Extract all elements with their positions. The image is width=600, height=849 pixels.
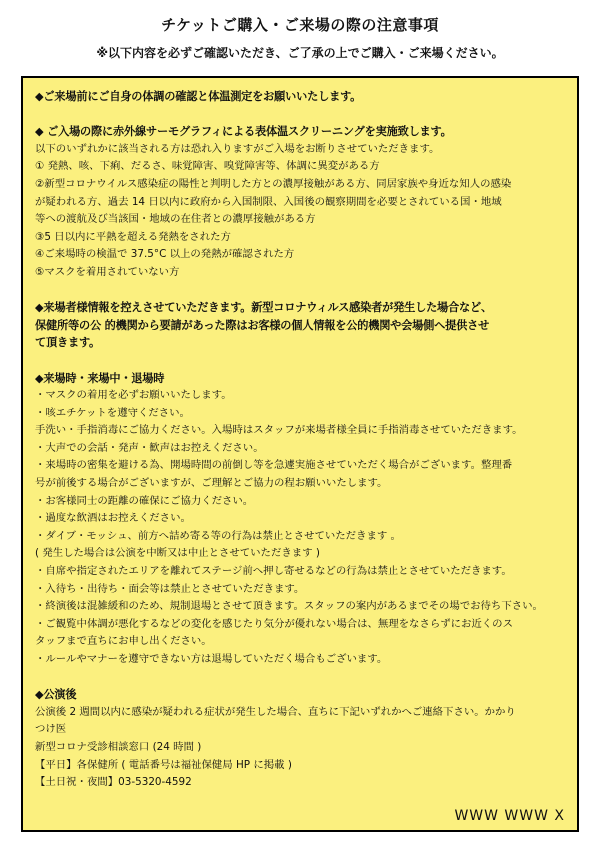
notice-line: ( 発生した場合は公演を中断又は中止とさせていただきます ) [35, 547, 320, 560]
section-heading: 保健所等の公 的機関から要請があった際はお客様の個人情報を公的機関や会場側へ提供させ [35, 318, 490, 332]
notice-line: ・大声での会話・発声・歓声はお控えください。 [35, 441, 264, 454]
notice-line: ・ご観覧中体調が悪化するなどの変化を感じたり気分が優れない場合は、無理をなさらずにお近くのス [35, 617, 513, 630]
notice-line: ・入待ち・出待ち・面会等は禁止とさせていただきます。 [35, 582, 305, 595]
notice-line: 【土日祝・夜間】03-5320-4592 [35, 776, 192, 789]
notice-line: ・ルールやマナーを遵守できない方は退場していただく場合もございます。 [35, 653, 388, 665]
notice-line: ④ご来場時の検温で 37.5°C 以上の発熱が確認された方 [35, 248, 295, 261]
notice-line: ・マスクの着用を必ずお願いいたします。 [35, 389, 232, 402]
page-title: チケットご購入・ご来場の際の注意事項 [161, 16, 439, 34]
blank-line [35, 282, 565, 300]
page-subtitle: ※以下内容を必ずご確認いただき、ご了承の上でご購入・ご来場ください。 [96, 46, 504, 60]
notice-panel [21, 76, 579, 832]
blank-line [35, 352, 565, 370]
notice-line: 公演後 2 週間以内に感染が疑われる症状が発生した場合、直ちに下記いずれかへご連絡下さい。かかり [35, 705, 516, 718]
notice-line: 新型コロナ受診相談窓口 (24 時間 ) [35, 740, 202, 753]
notice-line: が疑われる方、過去 14 日以内に政府から入国制限、入国後の観察期間を必要とされている国・地域 [35, 195, 502, 208]
section-heading: て頂きます。 [35, 336, 101, 350]
notice-body [35, 88, 565, 792]
notice-line: タッフまで直ちにお申し出ください。 [35, 635, 212, 648]
notice-line: ⑤マスクを着用されていない方 [35, 265, 180, 278]
section-heading: ◆公演後 [35, 688, 77, 702]
notice-line: 以下のいずれかに該当される方は恐れ入りますがご入場をお断りさせていただきます。 [35, 142, 440, 155]
notice-line: ・終演後は混雑緩和のため、規制退場とさせて頂きます。スタッフの案内があるまでその場でお待ち下さい。 [35, 600, 543, 613]
blank-line [35, 669, 565, 687]
notice-line: ・自席や指定されたエリアを離れてステージ前へ押し寄せるなどの行為は禁止とさせていただきます。 [35, 565, 512, 578]
notice-line: ・お客様同士の距離の確保にご協力ください。 [35, 494, 254, 507]
notice-line: 等への渡航及び当該国・地域の在住者との濃厚接触がある方 [35, 213, 316, 226]
notice-line: つけ医 [35, 723, 67, 736]
notice-line: ① 発熱、咳、下痢、だるさ、味覚障害、嗅覚障害等、体調に異変がある方 [35, 160, 380, 173]
notice-line: ③5 日以内に平熱を超える発熱をされた方 [35, 230, 231, 243]
section-heading: ◆ご来場前にご自身の体調の確認と体温測定をお願いいたします。 [35, 90, 362, 103]
section-heading: ◆来場者様情報を控えさせていただきます。新型コロナウィルス感染者が発生した場合など、 [35, 301, 492, 315]
notice-line: 号が前後する場合がございますが、ご理解とご協力の程お願いいたします。 [35, 477, 388, 490]
blank-line [35, 106, 565, 124]
section-heading: ◆ ご入場の際に赤外線サーモグラフィによる表体温スクリーニングを実施致します。 [35, 125, 452, 139]
notice-line: ・咳エチケットを遵守ください。 [35, 406, 190, 419]
notice-line: ・ダイブ・モッシュ、前方へ詰め寄る等の行為は禁止とさせていただきます 。 [35, 529, 401, 542]
section-heading: ◆来場時・来場中・退場時 [35, 371, 165, 385]
footer-mark: WWW WWW X [454, 808, 565, 824]
notice-line: 手洗い・手指消毒にご協力ください。入場時はスタッフが来場者様全員に手指消毒させていただきます。 [35, 424, 523, 437]
notice-line: ・過度な飲酒はお控えください。 [35, 512, 191, 525]
notice-line: ・来場時の密集を避ける為、開場時間の前倒し等を急遽実施させていただく場合がございます。整理番 [35, 459, 513, 472]
notice-line: ②新型コロナウイルス感染症の陽性と判明した方との濃厚接触がある方、同居家族や身近な知人の感染 [35, 177, 512, 190]
notice-line: 【平日】各保健所 ( 電話番号は福祉保健局 HP に掲載 ) [35, 758, 292, 771]
